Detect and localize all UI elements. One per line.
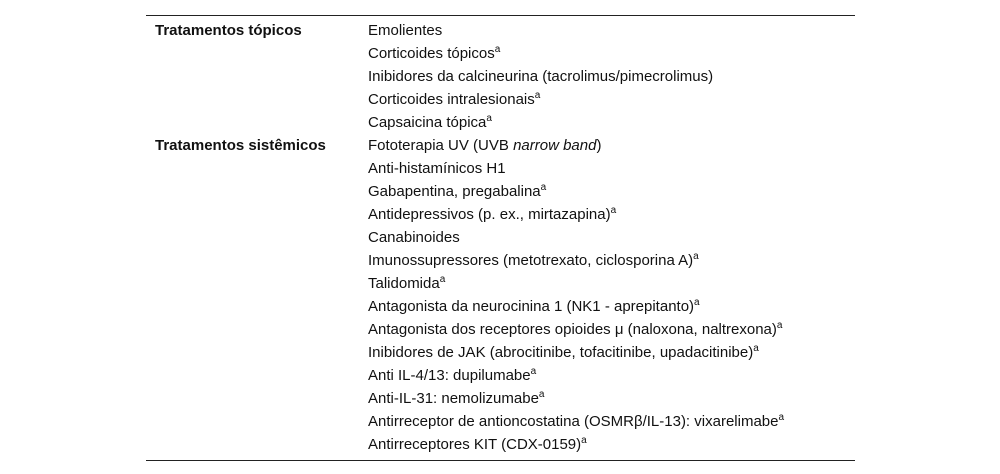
list-item: Antagonista da neurocinina 1 (NK1 - aprepitanto)$^a$ <box>368 297 700 315</box>
footnote-marker: a <box>693 251 699 262</box>
list-item: Canabinoides <box>368 229 460 246</box>
list-item: Corticoides tópicos$^a$ <box>368 44 501 62</box>
footnote-marker: a <box>486 113 492 124</box>
footnote-marker: a <box>776 320 783 331</box>
item-list <box>368 134 855 456</box>
footnote-marker: a <box>439 274 446 285</box>
list-item: Gabapentina, pregabalina$^a$ <box>368 182 547 200</box>
list-item: Talidomida$^a$ <box>368 274 446 292</box>
list-item: Antirreceptores KIT $(CDX-0159)^a$ <box>368 435 587 453</box>
list-item: Antagonista dos receptores opioides μ (naloxona, naltrexona)$^a$ <box>368 320 783 338</box>
item-list <box>368 19 855 134</box>
list-item: Anti IL-4/13: dupilumabe$^a$ <box>368 366 537 384</box>
group-label: Tratamentos tópicos <box>155 22 302 39</box>
footnote-marker: a <box>694 297 700 308</box>
group-label: Tratamentos sistêmicos <box>155 137 326 154</box>
list-item: Inibidores da calcineurina (tacrolimus/pimecrolimus) <box>368 68 714 85</box>
footnote-marker: a <box>778 412 785 423</box>
footnote-marker: a <box>581 435 587 446</box>
list-item: Anti-histamínicos H1 <box>368 160 506 177</box>
list-item: Antidepressivos (p. ex., mirtazapina)$^a$ <box>368 205 617 223</box>
footnote-marker: a <box>494 44 501 55</box>
footnote-marker: a <box>540 182 547 193</box>
footnote-marker: a <box>753 343 759 354</box>
treatment-table <box>146 15 855 461</box>
list-item: Fototerapia UV (UVB narrow band) <box>368 137 602 154</box>
list-item: Capsaicina tópica$^a$ <box>368 113 492 131</box>
footnote-marker: a <box>534 90 541 101</box>
footnote-marker: a <box>538 389 545 400</box>
footnote-marker: a <box>530 366 537 377</box>
list-item: Emolientes <box>368 22 443 39</box>
list-item: Corticoides intralesionais$^a$ <box>368 90 541 108</box>
list-item: Anti-IL-31: nemolizumabe$^a$ <box>368 389 545 407</box>
list-item: Antirreceptor de antioncostatina (OSMRβ/IL-13): vixarelimabe$^a$ <box>368 412 785 430</box>
list-item: Imunossupressores (metotrexato, ciclosporina A)$^a$ <box>368 251 699 269</box>
footnote-marker: a <box>610 205 617 216</box>
group-topical <box>146 19 855 134</box>
group-systemic <box>146 134 855 456</box>
list-item: Inibidores de JAK (abrocitinibe, tofacitinibe, upadacitinibe)$^a$ <box>368 343 759 361</box>
